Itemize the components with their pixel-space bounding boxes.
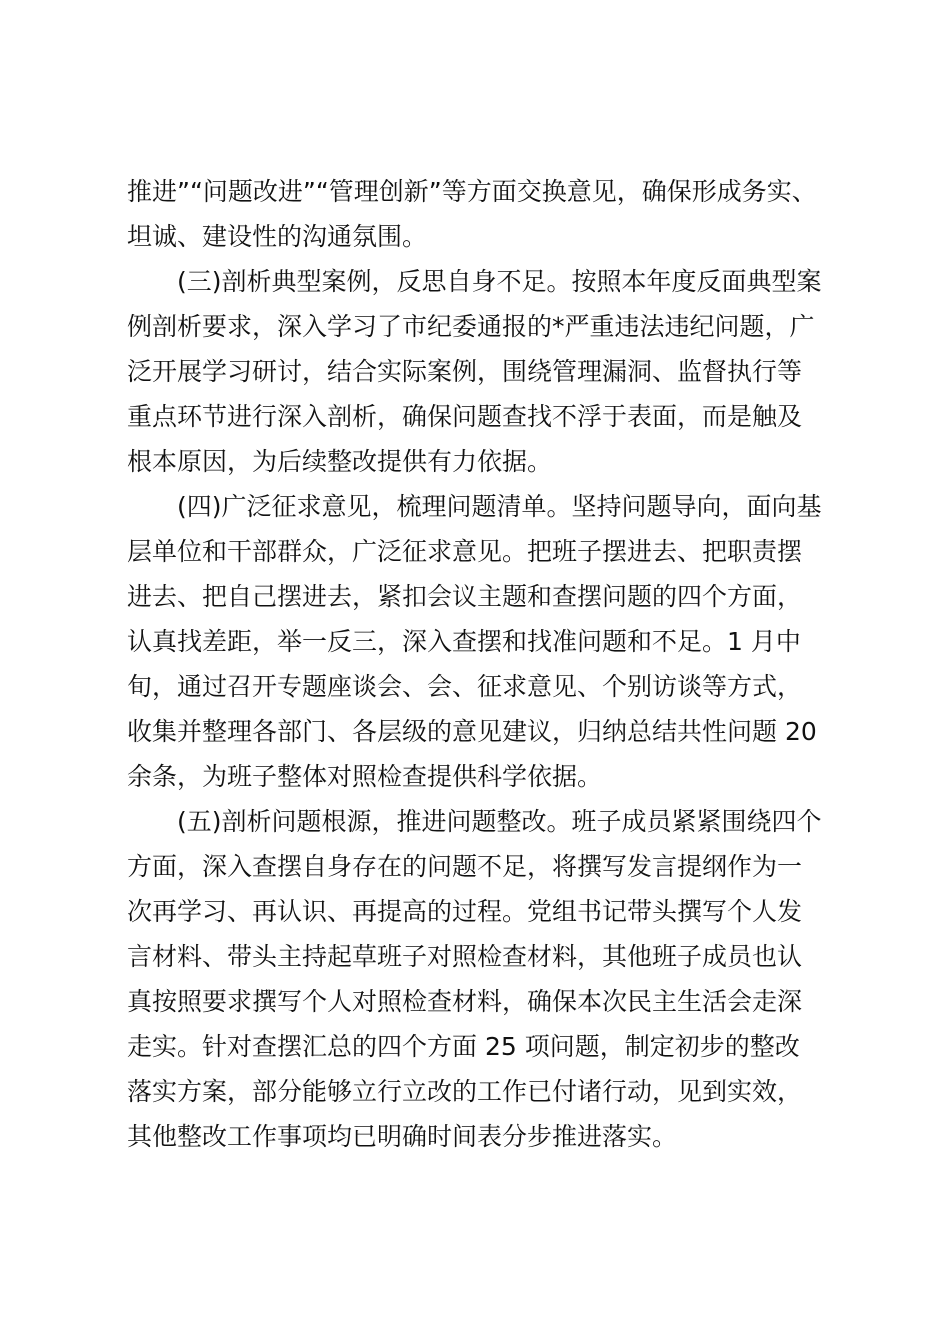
text-line: 真按照要求撰写个人对照检查材料，确保本次民主生活会走深 — [127, 987, 803, 1016]
text-line: (五)剖析问题根源，推进问题整改。班子成员紧紧围绕四个 — [177, 807, 822, 836]
text-line: 言材料、带头主持起草班子对照检查材料，其他班子成员也认 — [127, 942, 803, 971]
text-line: (四)广泛征求意见，梳理问题清单。坚持问题导向，面向基 — [177, 492, 822, 521]
paragraph-section-3 — [127, 259, 827, 484]
paragraph-section-5 — [127, 799, 827, 1159]
text-line: 坦诚、建设性的沟通氛围。 — [127, 222, 428, 251]
text-line: 走实。针对查摆汇总的四个方面 25 项问题，制定初步的整改 — [127, 1032, 800, 1061]
text-line: 方面，深入查摆自身存在的问题不足，将撰写发言提纲作为一 — [127, 852, 803, 881]
text-line: 余条，为班子整体对照检查提供科学依据。 — [127, 762, 603, 791]
text-line: 重点环节进行深入剖析，确保问题查找不浮于表面，而是触及 — [127, 402, 803, 431]
text-line: 根本原因，为后续整改提供有力依据。 — [127, 447, 553, 476]
text-line: 层单位和干部群众，广泛征求意见。把班子摆进去、把职责摆 — [127, 537, 803, 566]
text-line: 次再学习、再认识、再提高的过程。党组书记带头撰写个人发 — [127, 897, 803, 926]
text-line: 旬，通过召开专题座谈会、会、征求意见、个别访谈等方式， — [127, 672, 803, 701]
text-line: 例剖析要求，深入学习了市纪委通报的*严重违法违纪问题，广 — [127, 312, 815, 341]
paragraph-section-4 — [127, 484, 827, 799]
body-text — [127, 169, 827, 1159]
text-line: (三)剖析典型案例，反思自身不足。按照本年度反面典型案 — [177, 267, 822, 296]
text-line: 认真找差距，举一反三，深入查摆和找准问题和不足。1 月中 — [127, 627, 801, 656]
text-line: 其他整改工作事项均已明确时间表分步推进落实。 — [127, 1122, 678, 1151]
text-line: 落实方案，部分能够立行立改的工作已付诸行动，见到实效， — [127, 1077, 803, 1106]
text-line: 泛开展学习研讨，结合实际案例，围绕管理漏洞、监督执行等 — [127, 357, 803, 386]
paragraph-continuation — [127, 169, 827, 259]
text-line: 进去、把自己摆进去，紧扣会议主题和查摆问题的四个方面， — [127, 582, 803, 611]
text-line: 收集并整理各部门、各层级的意见建议，归纳总结共性问题 20 — [127, 717, 817, 746]
text-line: 推进”“问题改进”“管理创新”等方面交换意见，确保形成务实、 — [127, 177, 817, 206]
